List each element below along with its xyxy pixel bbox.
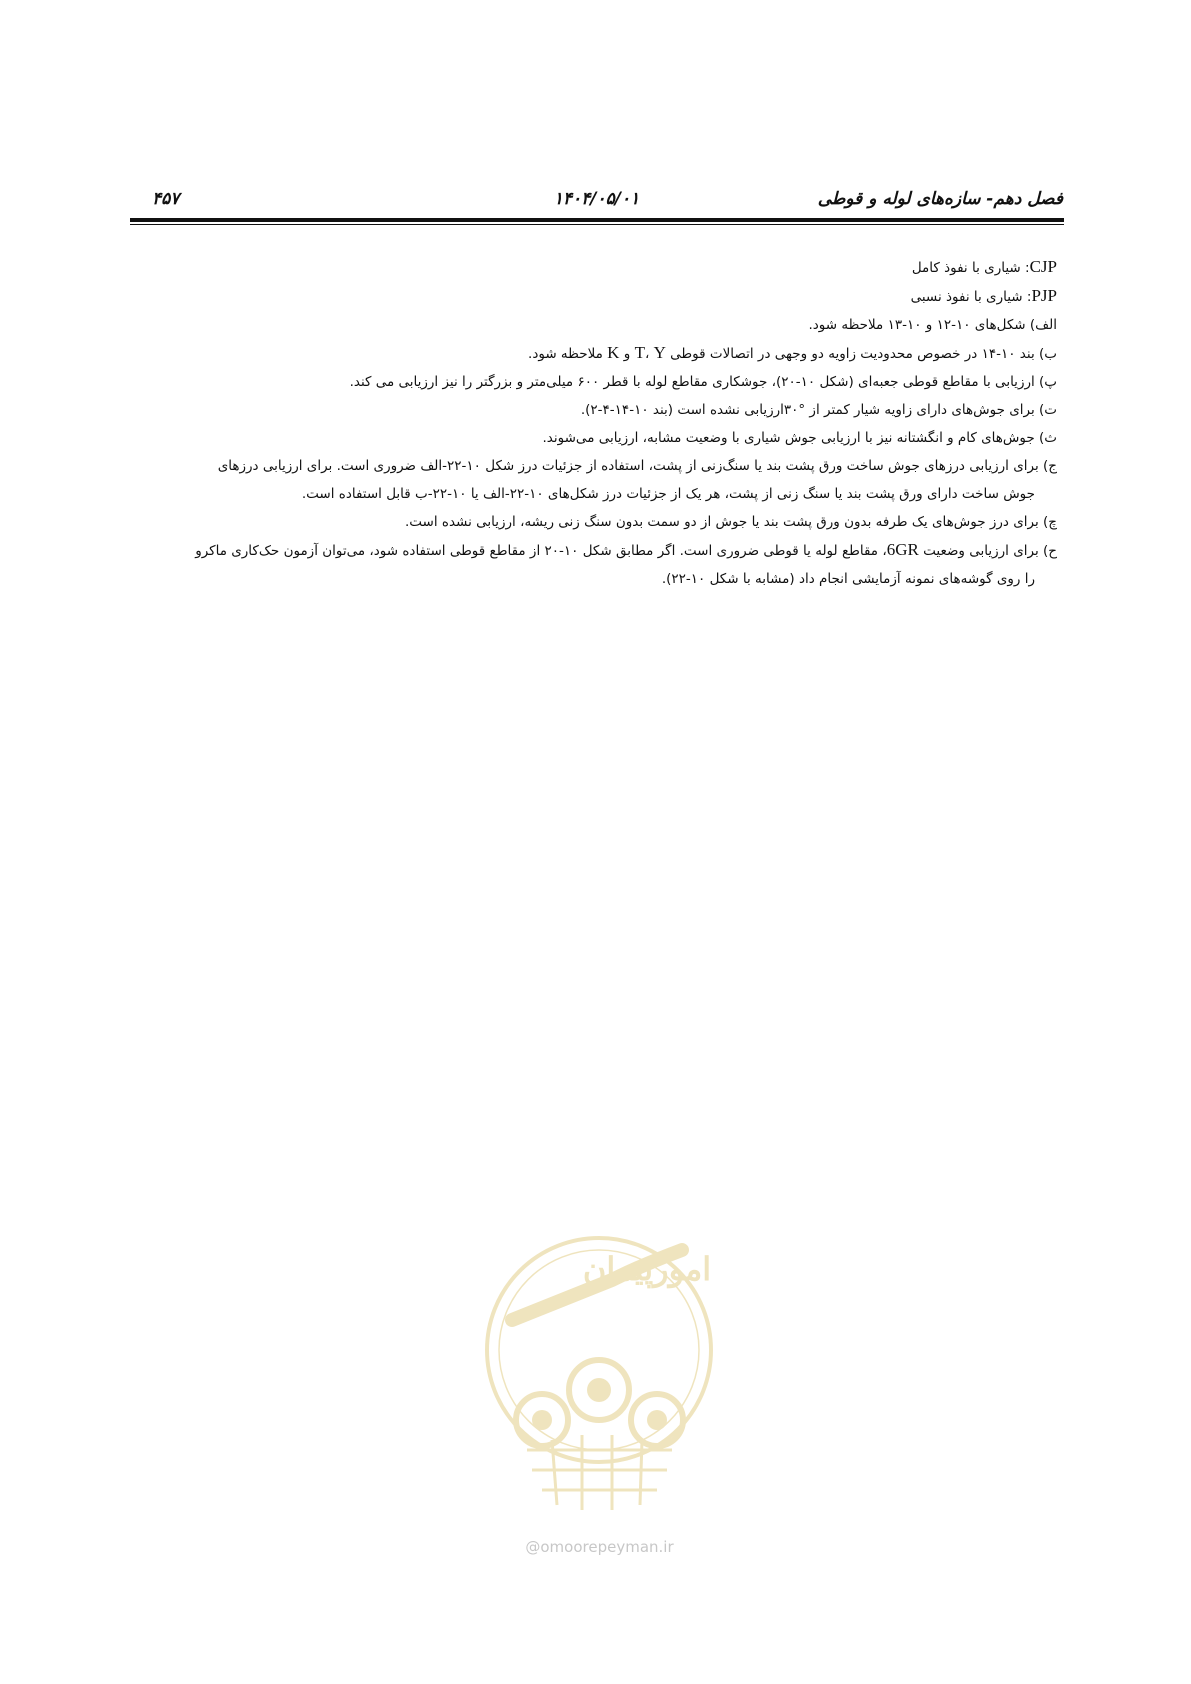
note-alef: الف) شکل‌های ۱۰-۱۲ و ۱۰-۱۳ ملاحظه شود. <box>808 317 1057 333</box>
pjp-abbr: PJP <box>1031 286 1057 305</box>
note-he-position: 6GR <box>886 540 919 559</box>
note-be-y: Y <box>653 343 666 362</box>
note-be-k: K <box>607 343 620 362</box>
page-number: ۴۵۷ <box>152 189 180 209</box>
note-he-before: ح) برای ارزیابی وضعیت <box>918 543 1057 559</box>
note-be-before: ب) بند ۱۰-۱۴ در خصوص محدودیت زاویه دو وجهی در اتصالات قوطی <box>665 346 1057 362</box>
note-be-sep2: و <box>619 346 635 362</box>
note-he <box>112 536 1057 565</box>
note-che: چ) برای درز جوش‌های یک طرفه بدون ورق پشت بند یا جوش از دو سمت بدون سنگ زنی ریشه، ارزیابی نشده است. <box>404 514 1057 530</box>
header-date: ۱۴۰۴/۰۵/۰۱ <box>553 189 640 209</box>
page-header <box>130 189 1063 215</box>
header-rule-thin <box>130 224 1064 225</box>
cjp-text: : شیاری با نفوذ کامل <box>911 260 1030 276</box>
table-notes <box>112 253 1057 593</box>
logo-text: امورپیمان <box>582 1250 712 1288</box>
note-be-t: T <box>634 343 645 362</box>
note-be <box>112 339 1057 368</box>
note-cjp <box>112 253 1057 282</box>
watermark-logo <box>482 1210 717 1555</box>
gear-icon <box>516 1360 683 1446</box>
chapter-title: فصل دهم- سازه‌های لوله و قوطی <box>817 189 1063 209</box>
note-be-after: ملاحظه شود. <box>528 346 608 362</box>
watermark-url: @omoorepeyman.ir <box>525 1538 674 1556</box>
note-jim-line1: ج) برای ارزیابی درزهای جوش ساخت ورق پشت بند یا سنگ‌زنی از پشت، استفاده از جزئیات درز شکل ۱۰-۲۲-الف ضروری است. برای ارزیابی درزهای <box>217 458 1057 474</box>
note-pe: پ) ارزیابی با مقاطع قوطی جعبه‌ای (شکل ۱۰-۲۰)، جوشکاری مقاطع لوله با قطر ۶۰۰ میلی‌متر و بزرگتر را نیز ارزیابی می کند. <box>349 374 1057 390</box>
note-pjp <box>112 282 1057 311</box>
note-he-after: ، مقاطع لوله یا قوطی ضروری است. اگر مطابق شکل ۱۰-۲۰ از مقاطع قوطی استفاده شود، می‌توان آزمون حک‌کاری ماکرو <box>195 543 887 559</box>
pjp-text: : شیاری با نفوذ نسبی <box>910 289 1032 305</box>
watermark-emblem <box>482 1210 717 1530</box>
note-te: ت) برای جوش‌های دارای زاویه شیار کمتر از ‌°۳۰ارزیابی نشده است (بند ۱۰-۱۴-۴-۲). <box>580 402 1057 418</box>
header-rule-thick <box>130 218 1064 222</box>
note-se: ث) جوش‌های کام و انگشتانه نیز با ارزیابی جوش شیاری با وضعیت مشابه، ارزیابی می‌شوند. <box>542 430 1057 446</box>
note-he-line2: را روی گوشه‌های نمونه آزمایشی انجام داد (مشابه با شکل ۱۰-۲۲). <box>661 571 1035 587</box>
note-be-sep1: ، <box>644 346 654 362</box>
note-jim-line2: جوش ساخت دارای ورق پشت بند یا سنگ زنی از پشت، هر یک از جزئیات درز شکل‌های ۱۰-۲۲-الف یا ۱۰-۲۲-ب قابل استفاده است. <box>301 486 1035 502</box>
cjp-abbr: CJP <box>1029 257 1057 276</box>
